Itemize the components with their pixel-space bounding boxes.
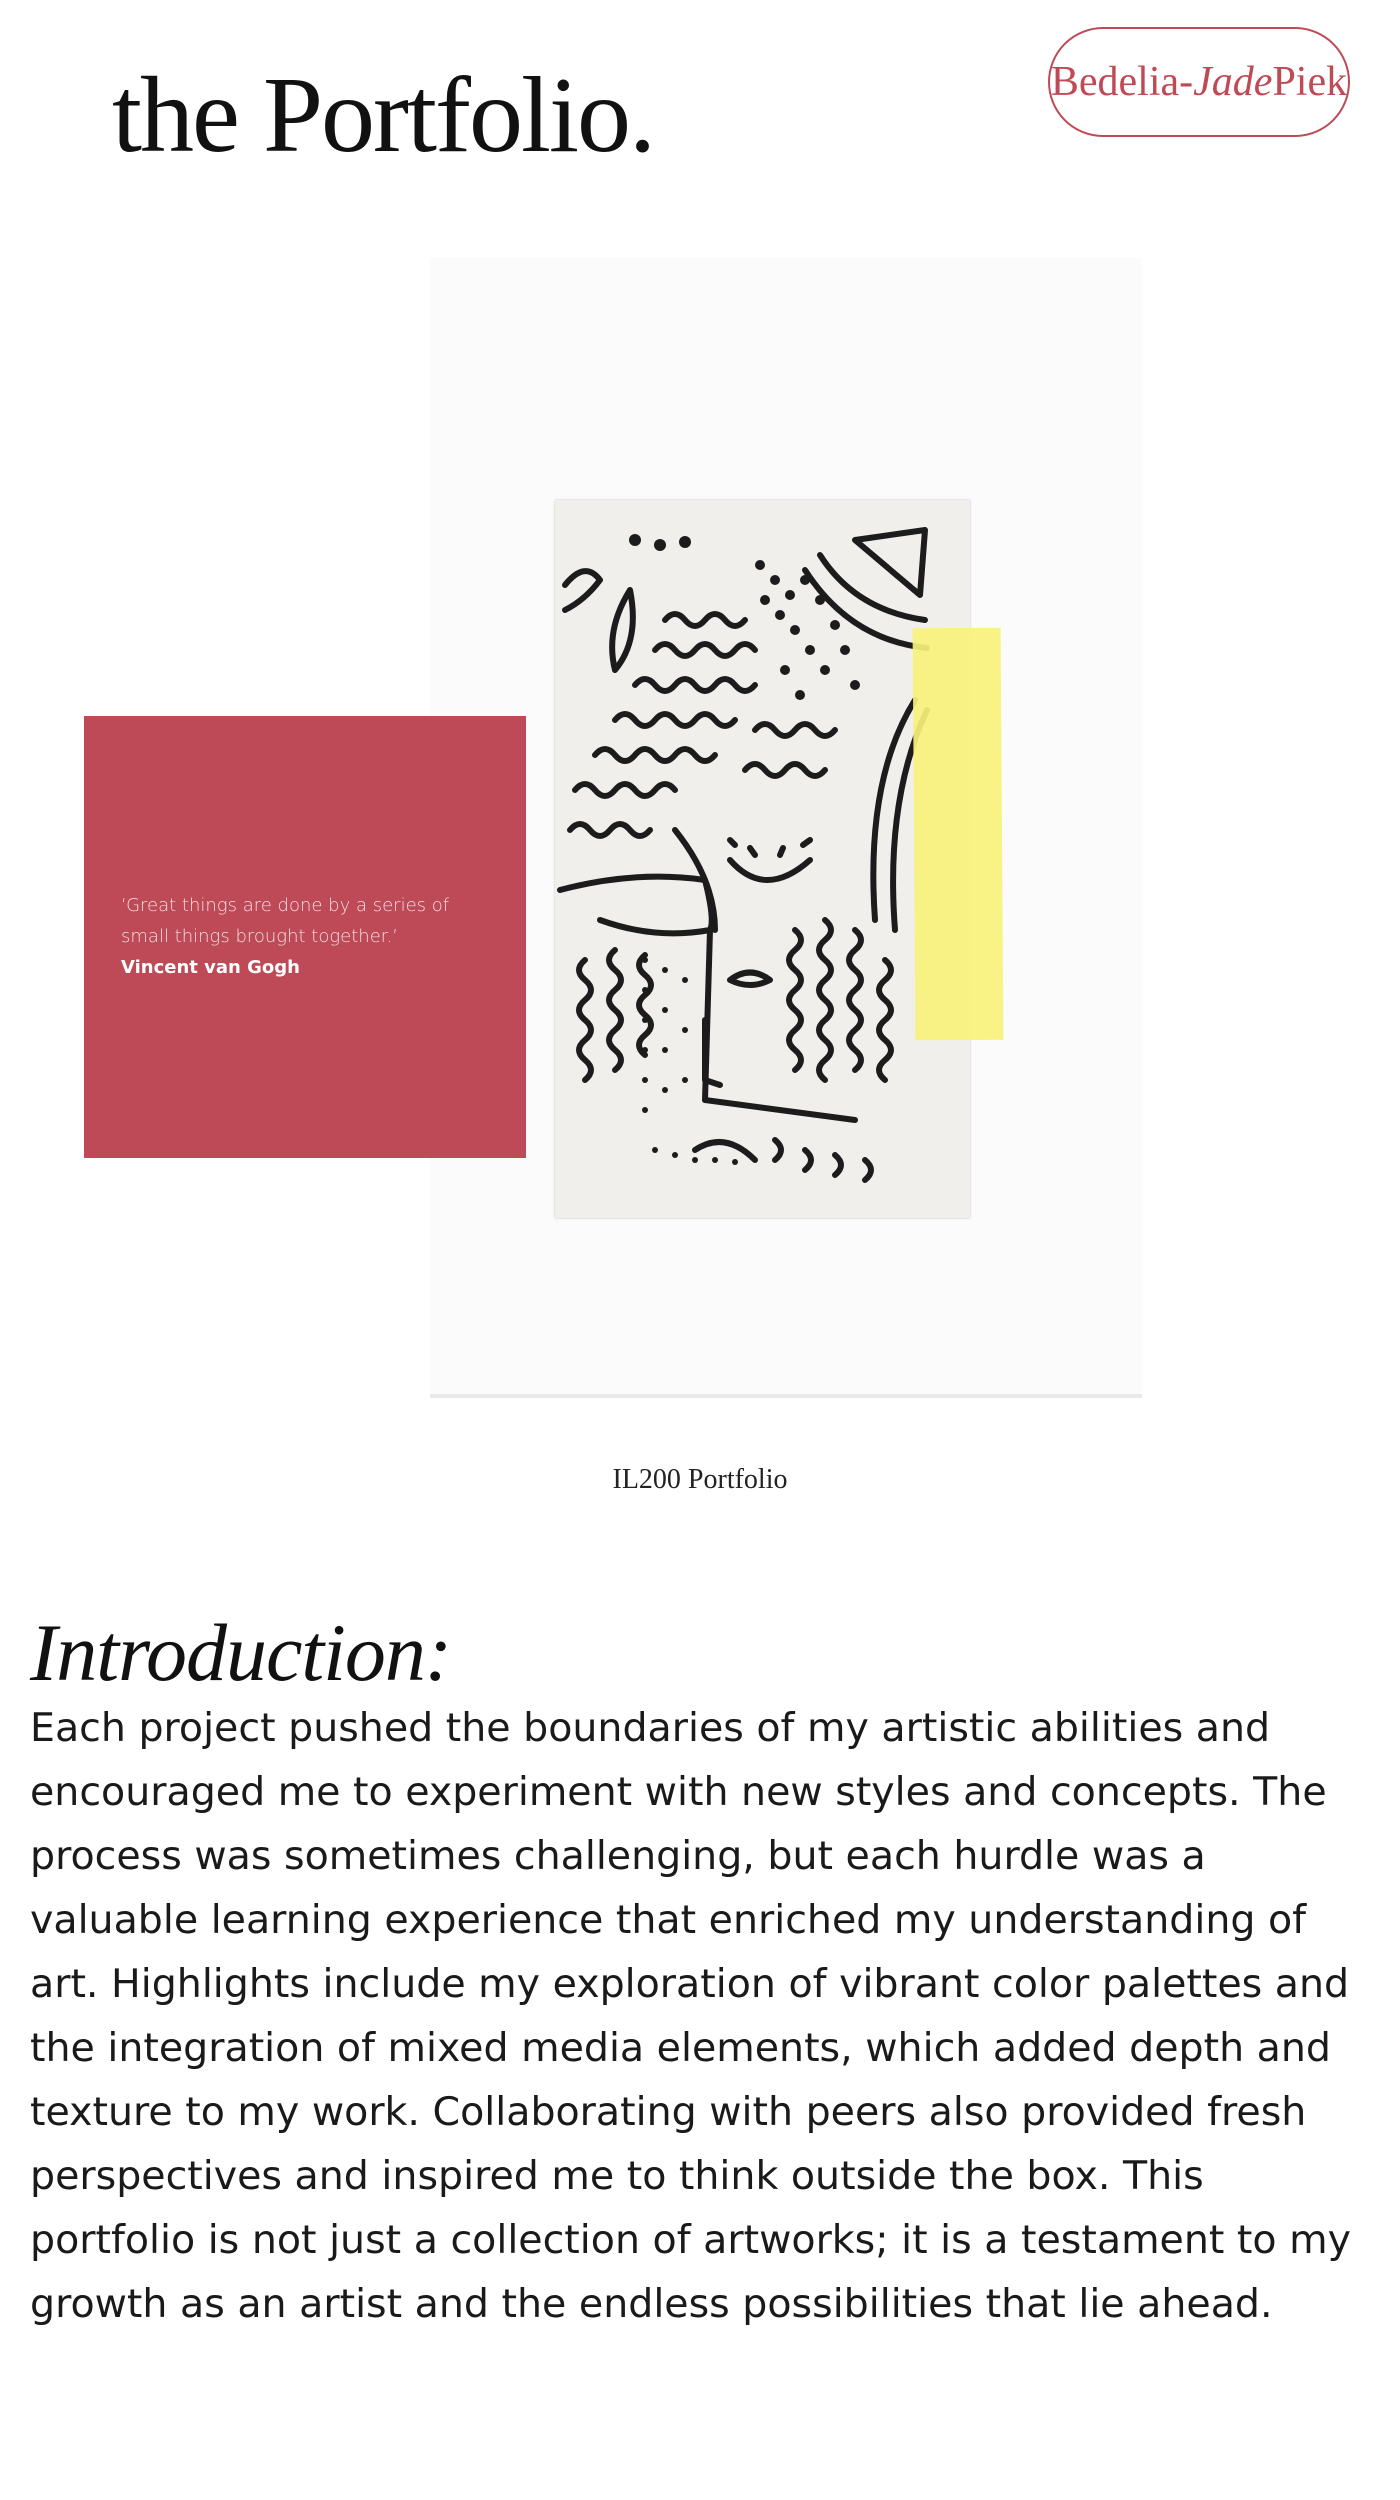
- ink-drawing-artwork: [555, 500, 970, 1218]
- author-last-name: Piek: [1272, 59, 1348, 105]
- quote-text: ‘Great things are done by a series of small things brought together.’: [121, 895, 450, 947]
- portfolio-caption: IL200 Portfolio: [612, 1464, 788, 1495]
- introduction-body: Each project pushed the boundaries of my artistic abilities and encouraged me to experiment with new styles and concepts. The process was sometimes challenging, but each hurdle was a valuable learning experience that enriched my understanding of art. Highlights include my exploration of vibrant color palettes and the integration of mixed media elements, which added depth and texture to my work. Collaborating with peers also provided fresh perspectives and inspired me to think outside the box. This portfolio is not just a collection of artworks; it is a testament to my growth as an artist and the endless possibilities that lie ahead.: [30, 1705, 1351, 2327]
- quote-author: Vincent van Gogh: [121, 957, 300, 978]
- page-title: the Portfolio.: [112, 56, 654, 175]
- author-first-name: Bedelia-: [1050, 59, 1194, 105]
- yellow-tape-strip: [913, 628, 1004, 1041]
- introduction-heading: Introduction:: [30, 1607, 452, 1698]
- frame-edge: [430, 1394, 1142, 1398]
- artwork-paper: [555, 500, 970, 1218]
- quote-box: [84, 716, 526, 1158]
- author-middle-name: Jade: [1193, 59, 1273, 105]
- artwork-image: [430, 258, 1142, 1398]
- author-badge[interactable]: [1048, 27, 1350, 137]
